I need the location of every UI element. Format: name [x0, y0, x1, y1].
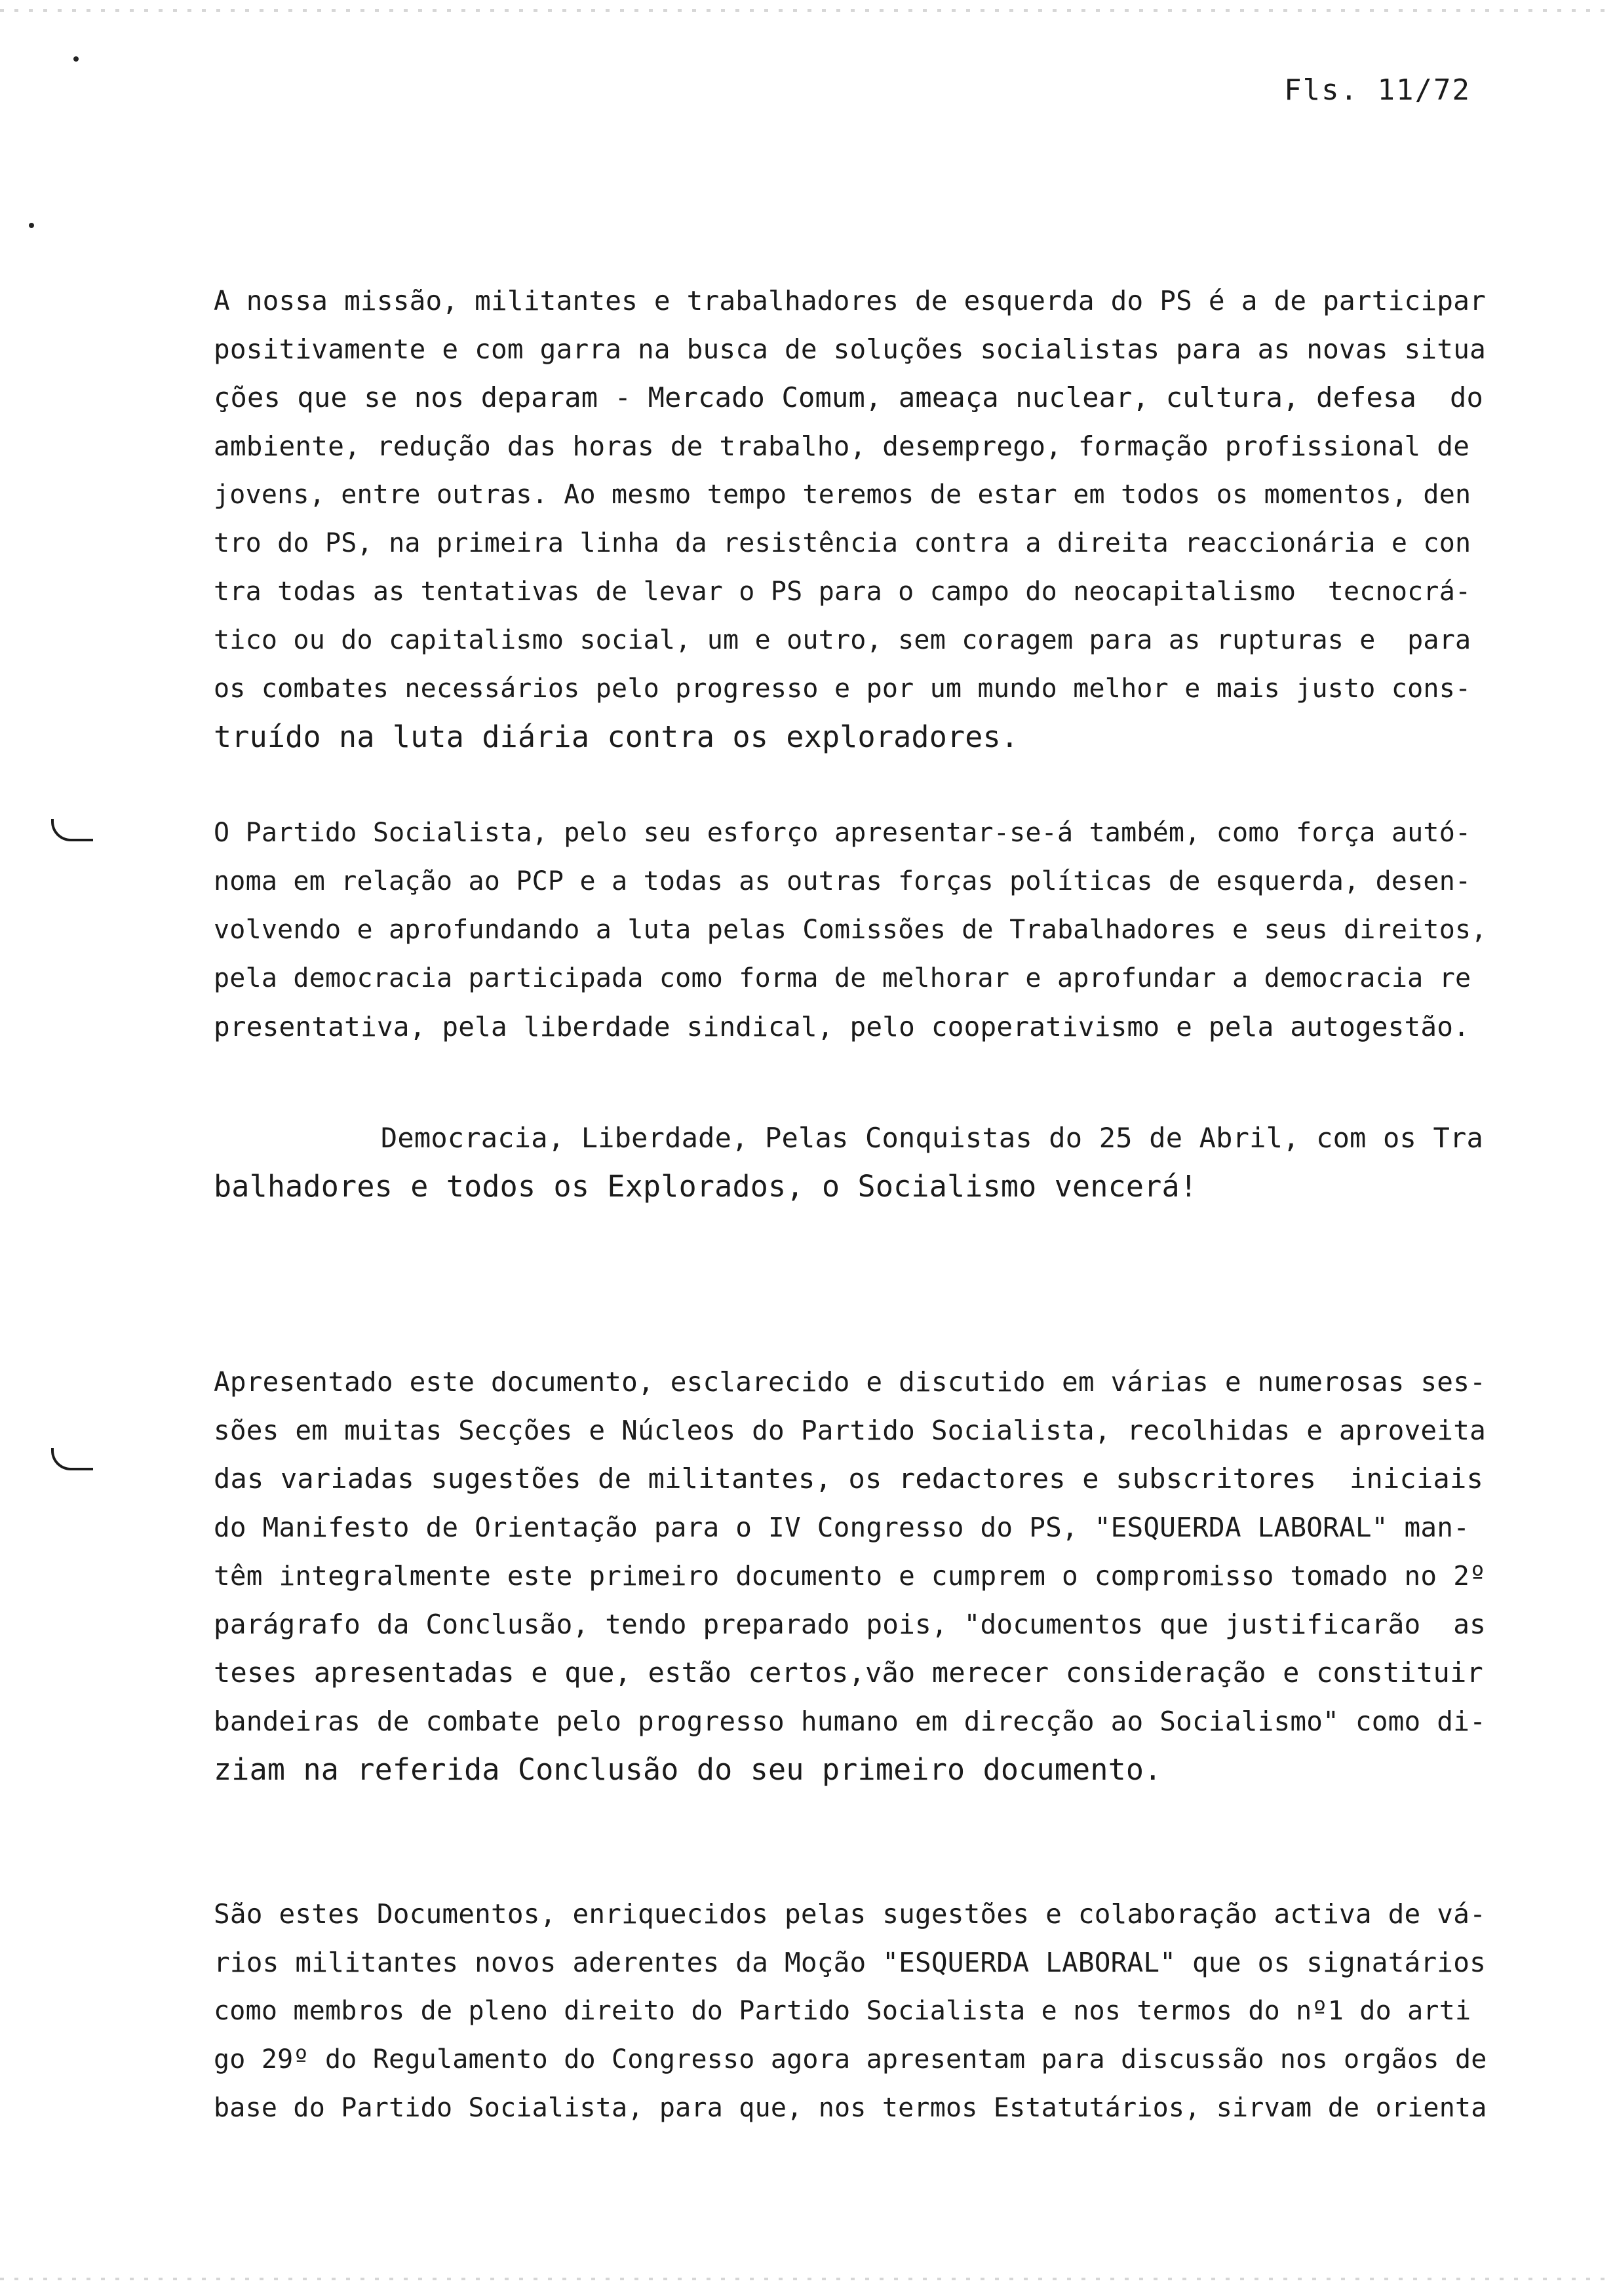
text-line: do Manifesto de Orientação para o IV Congresso do PS, "ESQUERDA LABORAL" man- [214, 1512, 1470, 1543]
text-line: presentativa, pela liberdade sindical, pelo cooperativismo e pela autogestão. [214, 1011, 1470, 1043]
text-line: sões em muitas Secções e Núcleos do Partido Socialista, recolhidas e aproveita [214, 1415, 1486, 1446]
text-line: Apresentado este documento, esclarecido e discutido em várias e numerosas ses- [214, 1366, 1486, 1398]
text-line: parágrafo da Conclusão, tendo preparado pois, "documentos que justificarão as [214, 1609, 1486, 1640]
text-line: os combates necessários pelo progresso e por um mundo melhor e mais justo cons- [214, 674, 1471, 704]
margin-dot [73, 56, 79, 62]
text-line: ções que se nos deparam - Mercado Comum, ameaça nuclear, cultura, defesa do [214, 381, 1483, 413]
margin-check-mark [51, 1448, 93, 1470]
text-line: ambiente, redução das horas de trabalho, desemprego, formação profissional de [214, 430, 1470, 462]
text-line: balhadores e todos os Explorados, o Socialismo vencerá! [214, 1169, 1198, 1204]
text-line: bandeiras de combate pelo progresso humano em direcção ao Socialismo" como di- [214, 1706, 1486, 1737]
text-line: têm integralmente este primeiro documento e cumprem o compromisso tomado no 2º [214, 1560, 1486, 1592]
text-line: positivamente e com garra na busca de soluções socialistas para as novas situa [214, 334, 1486, 365]
text-line: São estes Documentos, enriquecidos pelas sugestões e colaboração activa de vá- [214, 1898, 1486, 1930]
margin-dot [29, 223, 34, 228]
text-line: Democracia, Liberdade, Pelas Conquistas do 25 de Abril, com os Tra [214, 1122, 1483, 1154]
text-line: noma em relação ao PCP e a todas as outras forças políticas de esquerda, desen- [214, 866, 1471, 896]
text-line: jovens, entre outras. Ao mesmo tempo teremos de estar em todos os momentos, den [214, 480, 1471, 510]
text-line: A nossa missão, militantes e trabalhadores de esquerda do PS é a de participar [214, 285, 1486, 316]
text-line: tra todas as tentativas de levar o PS para o campo do neocapitalismo tecnocrá- [214, 577, 1471, 607]
text-line: go 29º do Regulamento do Congresso agora apresentam para discussão nos orgãos de [214, 2044, 1487, 2075]
text-line: truído na luta diária contra os exploradores. [214, 719, 1019, 754]
text-line: teses apresentadas e que, estão certos,vão merecer consideração e constituir [214, 1656, 1483, 1689]
text-line: pela democracia participada como forma de melhorar e aprofundar a democracia re [214, 963, 1471, 993]
text-line: tro do PS, na primeira linha da resistência contra a direita reaccionária e con [214, 528, 1471, 558]
folio-number: Fls. 11/72 [1284, 73, 1471, 107]
margin-check-mark [51, 819, 93, 841]
scan-edge-bottom [0, 2278, 1615, 2280]
scan-edge-top [0, 9, 1615, 12]
text-line: base do Partido Socialista, para que, nos termos Estatutários, sirvam de orienta [214, 2093, 1487, 2123]
text-line: volvendo e aprofundando a luta pelas Comissões de Trabalhadores e seus direitos, [214, 915, 1487, 945]
text-line: ziam na referida Conclusão do seu primeiro documento. [214, 1752, 1162, 1787]
text-line: O Partido Socialista, pelo seu esforço apresentar-se-á também, como força autó- [214, 818, 1471, 848]
text-line: tico ou do capitalismo social, um e outro, sem coragem para as rupturas e para [214, 625, 1471, 655]
text-line: rios militantes novos aderentes da Moção "ESQUERDA LABORAL" que os signatários [214, 1947, 1486, 1978]
text-line: das variadas sugestões de militantes, os redactores e subscritores iniciais [214, 1463, 1483, 1495]
text-line: como membros de pleno direito do Partido Socialista e nos termos do nº1 do arti [214, 1996, 1471, 2026]
